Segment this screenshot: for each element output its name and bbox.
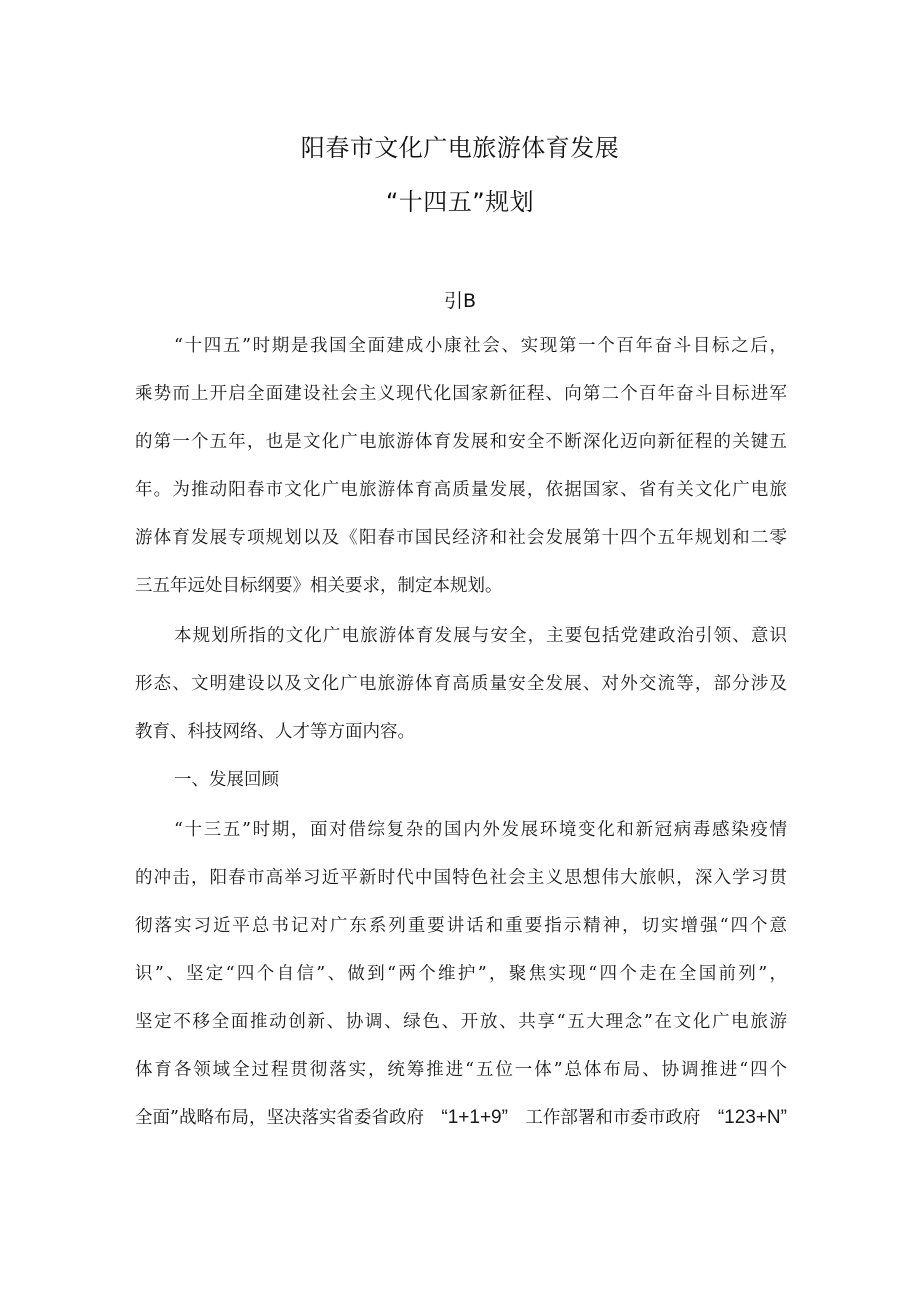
paragraph-1-line-3: 的第一个五年，也是文化广电旅游体育发展和安全不断深化迈向新征程的关键五: [135, 432, 787, 452]
paragraph-1-line-2: 乘势而上开启全面建设社会主义现代化国家新征程、向第二个百年奋斗目标进军: [135, 384, 787, 404]
paragraph-3-line-3: 彻落实习近平总书记对广东系列重要讲话和重要指示精神，切实增强“四个意: [135, 916, 787, 936]
paragraph-3-line-5: 坚定不移全面推动创新、协调、绿色、开放、共享“五大理念”在文化广电旅游: [135, 1012, 787, 1032]
paragraph-1-line-6: 三五年远处目标纲要》相关要求，制定本规划。: [135, 576, 503, 596]
paragraph-2-line-3: 教育、科技网络、人才等方面内容。: [135, 722, 415, 742]
last-line-part-2: “1+1+9”: [441, 1107, 508, 1128]
paragraph-2-line-1: 本规划所指的文化广电旅游体育发展与安全，主要包括党建政治引领、意识: [174, 626, 787, 646]
paragraph-3-line-4: 识”、坚定“四个自信”、做到“两个维护”，聚焦实现“四个走在全国前列”，: [135, 964, 787, 984]
paragraph-1-line-5: 游体育发展专项规划以及《阳春市国民经济和社会发展第十四个五年规划和二零: [135, 528, 787, 548]
last-line-part-1: 全面”战略布局，坚决落实省委省政府: [135, 1108, 424, 1128]
paragraph-1-line-4: 年。为推动阳春市文化广电旅游体育高质量发展，依据国家、省有关文化广电旅: [135, 480, 787, 500]
last-line-part-3: 工作部署和市委市政府: [525, 1108, 701, 1128]
document-title-line2: “十四五”规划: [385, 188, 535, 216]
paragraph-1-line-1: “十四五”时期是我国全面建成小康社会、实现第一个百年奋斗目标之后，: [174, 336, 787, 356]
intro-heading: 引B: [443, 290, 477, 312]
paragraph-3-line-6: 体育各领域全过程贯彻落实，统筹推进“五位一体”总体布局、协调推进“四个: [135, 1060, 787, 1080]
section-heading-development-review: 一、发展回顾: [174, 770, 279, 790]
paragraph-3-line-1: “十三五”时期，面对借综复杂的国内外发展环境变化和新冠病毒感染疫情: [174, 820, 787, 840]
document-title-line1: 阳春市文化广电旅游体育发展: [300, 134, 620, 162]
last-line-part-4: “123+N”: [717, 1107, 787, 1128]
paragraph-3-line-7: [135, 1106, 787, 1130]
paragraph-3-line-2: 的冲击，阳春市高举习近平新时代中国特色社会主义思想伟大旅帜，深入学习贯: [135, 868, 787, 888]
paragraph-2-line-2: 形态、文明建设以及文化广电旅游体育高质量安全发展、对外交流等，部分涉及: [135, 674, 787, 694]
